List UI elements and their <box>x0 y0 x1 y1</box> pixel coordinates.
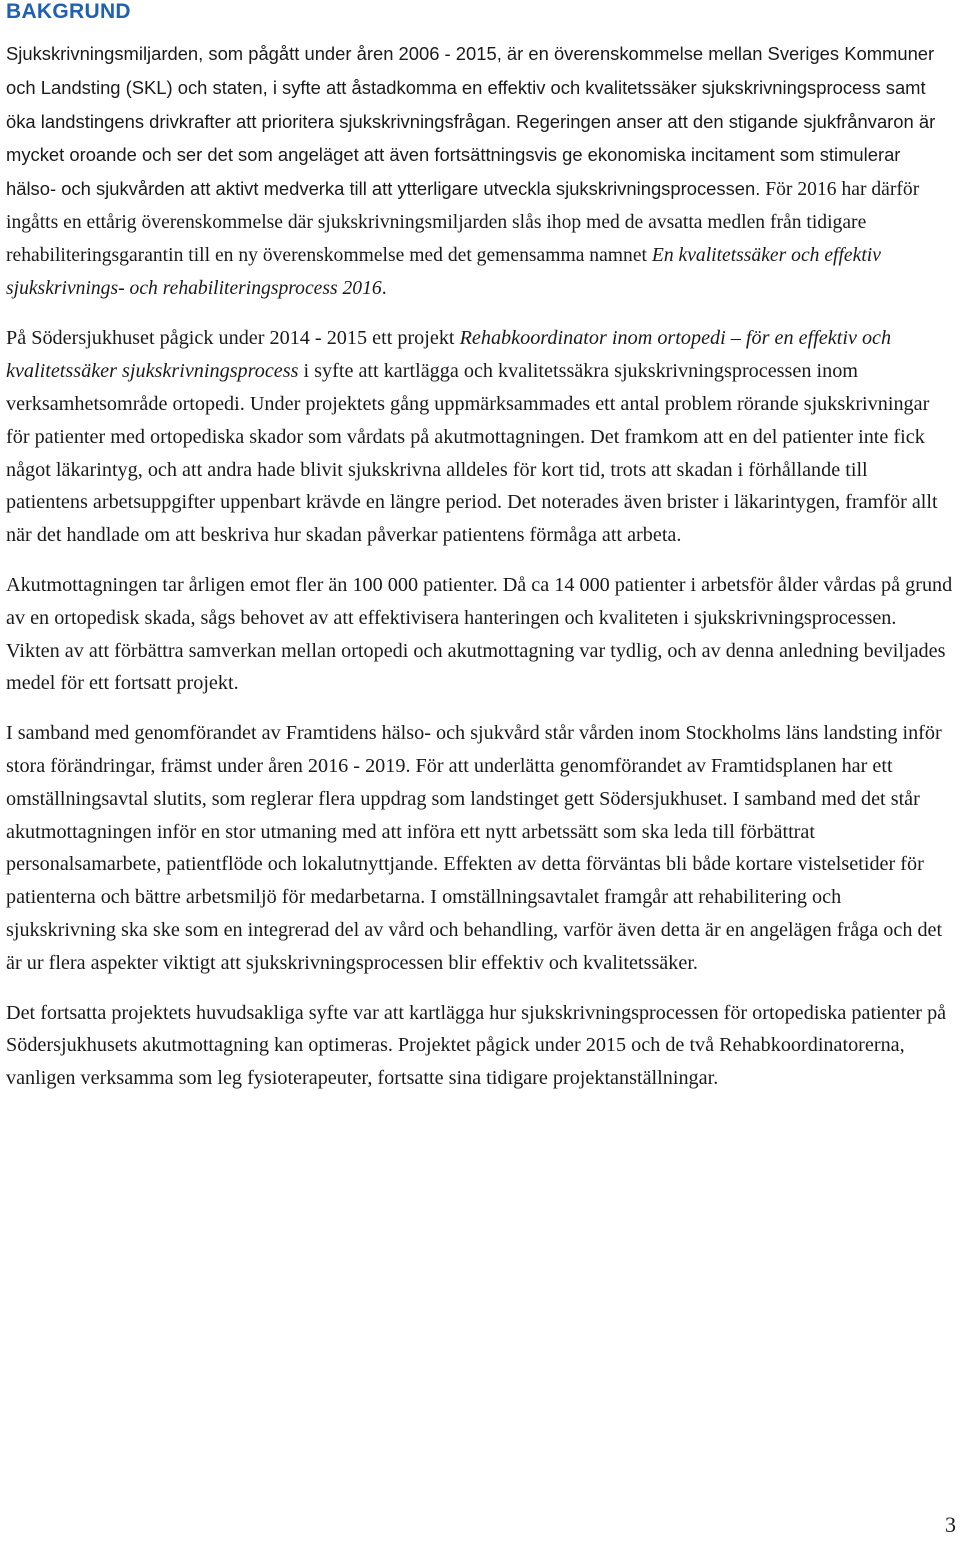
paragraph-akutmottagningen: Akutmottagningen tar årligen emot fler än 100 000 patienter. Då ca 14 000 patienter i arbetsför ålder vårdas på grund av en ortopedisk skada, sågs behovet av att effektivisera hanteringen och kvaliteten i sjukskrivningsprocessen. Vikten av att förbättra samverkan mellan ortopedi och akutmottagning var tydlig, och av denna anledning beviljades medel för ett fortsatt projekt. <box>6 573 953 695</box>
paragraph-framtidens-halso-och-sjukvard: I samband med genomförandet av Framtidens hälso- och sjukvård står vården inom Stockholms läns landsting inför stora förändringar, främst under åren 2016 - 2019. För att underlätta genomförandet av Framtidsplanen har ett omställningsavtal slutits, som reglerar flera uppdrag som landstinget gett Södersjukhuset. I samband med det står akutmottagningen inför en stor utmaning med att införa ett nytt arbetssätt som ska leda till förbättrat personalsamarbete, patientflöde och lokalutnyttjande. Effekten av detta förväntas bli både kortare vistelsetider för patienterna och bättre arbetsmiljö för medarbetarna. I omställningsavtalet framgår att rehabilitering och sjukskrivning ska ske som en integrerad del av vård och behandling, varför även detta är en angelägen fråga och det är ur flera aspekter viktigt att sjukskrivningsprocessen blir effektiv och kvalitetssäker. <box>6 722 943 974</box>
page-number: 3 <box>945 1512 956 1537</box>
paragraph-2-body: i syfte att kartlägga och kvalitetssäkra sjukskrivningsprocessen inom verksamhetsområde ortopedi. Under projektets gång uppmärksammades ett antal problem rörande sjukskrivningar för patienter med ortopediska skador som vårdats på akutmottagningen. Det framkom att en del patienter inte fick något läkarintyg, och att andra hade blivit sjukskrivna alldeles för kort tid, trots att skadan i förhållande till patientens arbetsuppgifter uppenbart krävde en längre period. Det noterades även brister i läkarintygen, framför allt när det handlade om att beskriva hur skadan påverkar patientens förmåga att arbeta. <box>6 360 938 547</box>
paragraph-project-purpose: Det fortsatta projektets huvudsakliga syfte var att kartlägga hur sjukskrivningsprocessen för ortopediska patienter på Södersjukhusets akutmottagning kan optimeras. Projektet pågick under 2015 och de två Rehabkoordinatorerna, vanligen verksamma som leg fysioterapeuter, fortsatte sina tidigare projektanställningar. <box>6 1001 947 1090</box>
paragraph-project-sodersjukhuset <box>6 322 954 552</box>
paragraph-1-italic-title: En kvalitetssäker och effektiv sjukskrivnings- och rehabiliteringsprocess 2016 <box>6 244 881 299</box>
document-page <box>6 0 954 1095</box>
paragraph-1-serif-text: För 2016 har därför ingåtts en ettårig överenskommelse där sjukskrivningsmiljarden slås ihop med de avsatta medlen från tidigare rehabiliteringsgarantin till en ny överenskommelse med det gemensamma namnet <box>6 179 920 266</box>
paragraph-2-project-title: Rehabkoordinator inom ortopedi – för en effektiv och kvalitetssäker sjukskrivningsprocess <box>6 327 892 383</box>
section-heading: BAKGRUND <box>6 0 131 23</box>
paragraph-1-sans-text: Sjukskrivningsmiljarden, som pågått under åren 2006 - 2015, är en överenskommelse mellan Sveriges Kommuner och Landsting (SKL) och staten, i syfte att åstadkomma en effektiv och kvalitetssäker sjukskrivningsprocess samt öka landstingens drivkrafter att prioritera sjukskrivningsfrågan. Regeringen anser att den stigande sjukfrånvaron är mycket oroande och ser det som angeläget att även fortsättningsvis ge ekonomiska incitament som stimulerar hälso- och sjukvården att aktivt medverka till att ytterligare utveckla sjukskrivningsprocessen. <box>6 43 936 200</box>
paragraph-2-intro: På Södersjukhuset pågick under 2014 - 2015 ett projekt <box>6 327 460 350</box>
paragraph-1-end: . <box>381 277 387 299</box>
paragraph-background-1 <box>6 38 954 305</box>
